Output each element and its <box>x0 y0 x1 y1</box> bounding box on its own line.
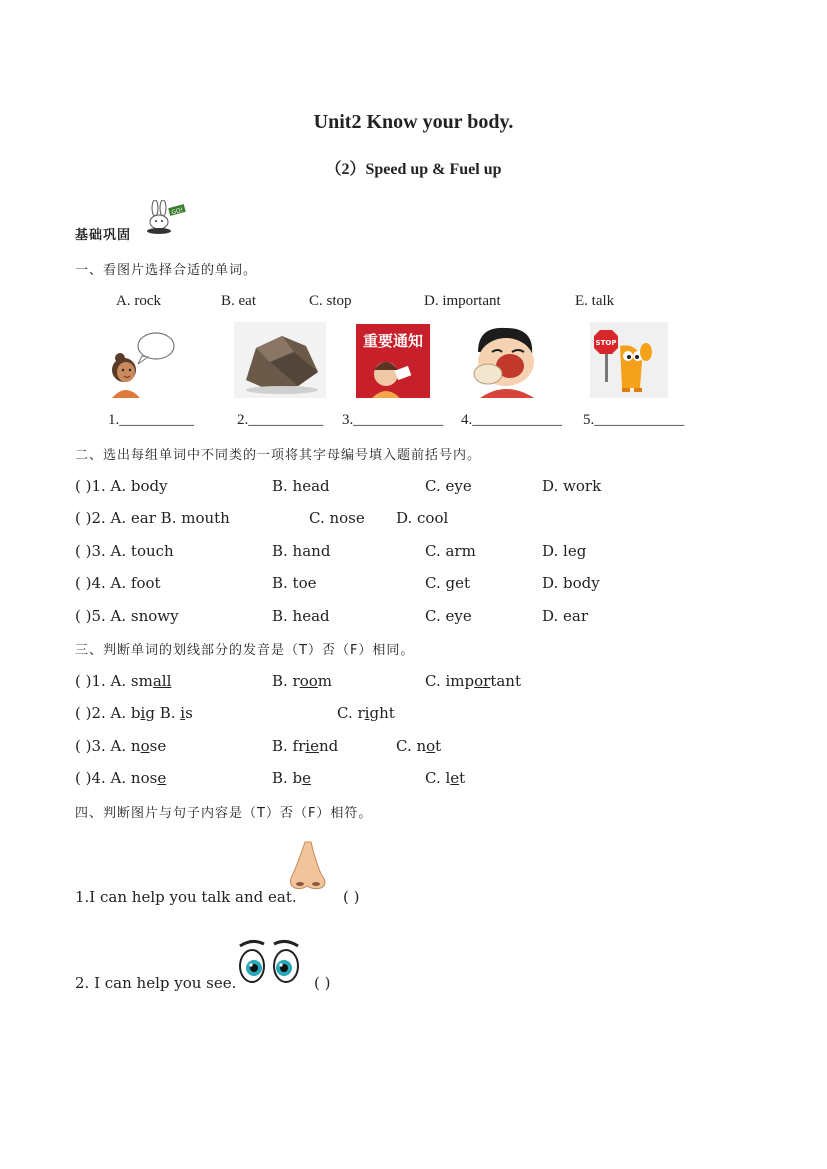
option-b: B. eat <box>221 293 256 309</box>
s3-row4-c: C. let <box>425 769 466 787</box>
s2-row5-a: ( )5. A. snowy <box>75 607 179 625</box>
stop-text: STOP <box>595 339 617 347</box>
s2-row1-c: C. eye <box>425 477 472 495</box>
section-badge: 基础巩固 <box>75 228 132 243</box>
rabbit-icon <box>141 200 189 236</box>
nose-icon <box>285 840 331 892</box>
s2-row5-c: C. eye <box>425 607 472 625</box>
s3-row4-b: B. be <box>272 769 312 787</box>
s2-row3-b: B. hand <box>272 542 331 560</box>
s2-row4-d: D. body <box>542 574 600 592</box>
blank-2[interactable]: 2.__________ <box>237 412 324 428</box>
s3-row4-a: ( )4. A. nose <box>75 769 167 787</box>
blank-4[interactable]: 4.____________ <box>461 412 563 428</box>
stop-sign-icon <box>590 322 668 398</box>
notice-text: 重要通知 <box>362 332 424 350</box>
blank-1[interactable]: 1.__________ <box>108 412 195 428</box>
blank-5[interactable]: 5.____________ <box>583 412 685 428</box>
girl-talking-icon <box>104 328 176 398</box>
s2-row4-c: C. get <box>425 574 470 592</box>
section3-heading: 三、判断单词的划线部分的发音是（T）否（F）相同。 <box>75 643 415 658</box>
s3-row2-c: C. right <box>337 704 395 722</box>
s3-row2-a: ( )2. A. big B. is <box>75 704 193 722</box>
boy-eating-icon <box>464 322 544 398</box>
section1-heading: 一、看图片选择合适的单词。 <box>75 263 258 278</box>
s2-row1-a: ( )1. A. body <box>75 477 168 495</box>
rock-icon <box>234 322 326 398</box>
s3-row3-b: B. friend <box>272 737 339 755</box>
option-e: E. talk <box>575 293 615 309</box>
s2-row5-d: D. ear <box>542 607 589 625</box>
s4-item1-text: 1.I can help you talk and eat. <box>75 888 297 906</box>
s2-row2-d: D. cool <box>396 509 449 527</box>
important-notice-icon <box>356 324 430 398</box>
option-d: D. important <box>424 293 501 309</box>
section4-heading: 四、判断图片与句子内容是（T）否（F）相符。 <box>75 806 373 821</box>
s3-row1-a: ( )1. A. small <box>75 672 172 690</box>
s2-row4-b: B. toe <box>272 574 317 592</box>
s2-row4-a: ( )4. A. foot <box>75 574 161 592</box>
s2-row2-c: C. nose <box>309 509 365 527</box>
s2-row3-a: ( )3. A. touch <box>75 542 174 560</box>
s4-item1-paren[interactable]: ( ) <box>343 888 360 906</box>
s3-row1-b: B. room <box>272 672 333 690</box>
s2-row1-b: B. head <box>272 477 330 495</box>
eyes-icon <box>236 938 302 986</box>
page-title: Unit2 Know your body. <box>313 111 514 133</box>
blank-3[interactable]: 3.____________ <box>342 412 444 428</box>
s2-row2-a: ( )2. A. ear B. mouth <box>75 509 230 527</box>
s2-row1-d: D. work <box>542 477 602 495</box>
s2-row5-b: B. head <box>272 607 330 625</box>
s2-row3-c: C. arm <box>425 542 476 560</box>
page-subtitle: （2）Speed up & Fuel up <box>325 161 502 178</box>
s3-row3-a: ( )3. A. nose <box>75 737 167 755</box>
s4-item2-paren[interactable]: ( ) <box>314 974 331 992</box>
option-c: C. stop <box>309 293 352 309</box>
s3-row3-c: C. not <box>396 737 442 755</box>
option-a: A. rock <box>116 293 161 309</box>
s2-row3-d: D. leg <box>542 542 587 560</box>
s4-item2-text: 2. I can help you see. <box>75 974 237 992</box>
go-sign-label: GO! <box>170 206 184 217</box>
section2-heading: 二、选出每组单词中不同类的一项将其字母编号填入题前括号内。 <box>75 448 482 463</box>
s3-row1-c: C. important <box>425 672 521 690</box>
